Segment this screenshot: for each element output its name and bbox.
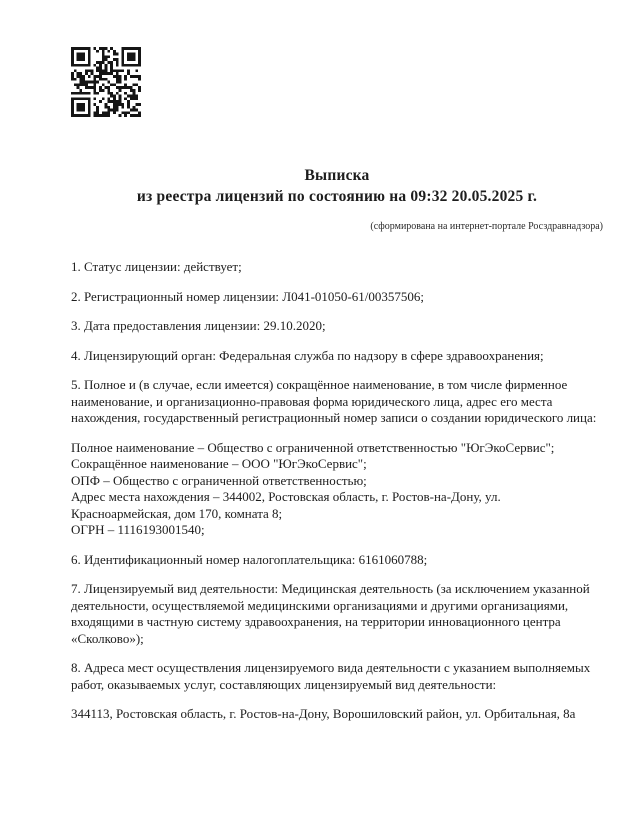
document-title: Выписка (304, 167, 370, 184)
qr-code-icon (71, 47, 141, 117)
paragraph (71, 660, 598, 693)
paragraph-line: 3. Дата предоставления лицензии: 29.10.2020; (71, 318, 326, 333)
paragraph-line: Сокращённое наименование – ООО "ЮгЭкоСервис"; (71, 456, 367, 471)
paragraph-line: 8. Адреса мест осуществления лицензируемого вида деятельности с указанием выполняемых работ, оказываемых услуг, составляющих лицензируемый вид деятельности: (71, 660, 591, 692)
paragraph-line: Полное наименование – Общество с ограниченной ответственностью "ЮгЭкоСервис"; (71, 439, 555, 455)
paragraph-line: 2. Регистрационный номер лицензии: Л041-01050-61/00357506; (71, 288, 424, 304)
paragraph (71, 706, 598, 723)
paragraph-line: ОПФ – Общество с ограниченной ответственностью; (71, 472, 367, 488)
paragraph-line: 4. Лицензирующий орган: Федеральная служба по надзору в сфере здравоохранения; (71, 347, 544, 363)
paragraph (71, 440, 598, 539)
paragraph (71, 377, 598, 427)
formation-note: (сформирована на интернет-портале Росздравнадзора) (370, 221, 603, 232)
qr-code-image (71, 47, 141, 117)
paragraph-line: ОГРН – 1116193001540; (71, 522, 205, 537)
paragraph (71, 348, 598, 365)
paragraph-line: 1. Статус лицензии: действует; (71, 259, 242, 274)
document-title-block (71, 165, 603, 207)
paragraph (71, 259, 598, 276)
document-title-date-line: из реестра лицензий по состоянию на 09:32 20.05.2025 г. (136, 188, 538, 205)
paragraph-line: 5. Полное и (в случае, если имеется) сокращённое наименование, в том числе фирменное наименование, и организационно-правовая форма юридического лица, адрес его места нахождения, государственный регистрационный номер записи о создании юридического лица: (71, 377, 597, 425)
document-body (71, 259, 598, 736)
paragraph-line: 7. Лицензируемый вид деятельности: Медицинская деятельность (за исключением указанной деятельности, осуществляемой медицинскими организациями и другими организациями, входящими в частную систему здравоохранения, на территории инновационного центра «Сколково»); (71, 581, 590, 646)
paragraph (71, 289, 598, 306)
paragraph (71, 581, 598, 647)
paragraph (71, 552, 598, 569)
paragraph (71, 318, 598, 335)
paragraph-line: Адрес места нахождения – 344002, Ростовская область, г. Ростов-на-Дону, ул. Красноармейская, дом 170, комната 8; (71, 489, 501, 521)
paragraph-line: 6. Идентификационный номер налогоплательщика: 6161060788; (71, 551, 428, 567)
paragraph-line: 344113, Ростовская область, г. Ростов-на-Дону, Ворошиловский район, ул. Орбитальная, 8а (71, 706, 576, 721)
